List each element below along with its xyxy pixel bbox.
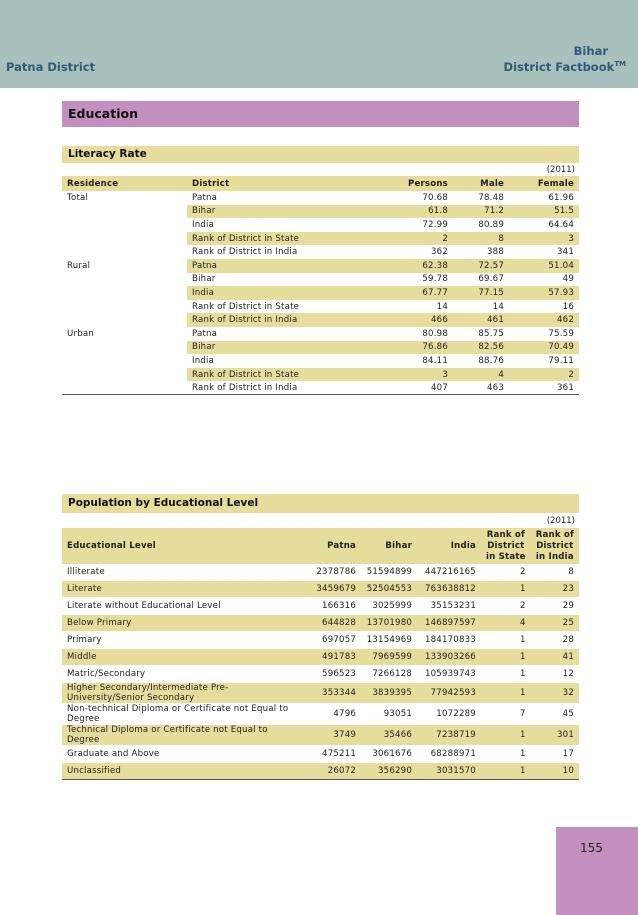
female-cell: 79.11	[548, 355, 574, 366]
female-cell: 49	[562, 274, 574, 285]
education-header-row	[62, 528, 579, 564]
male-cell: 85.75	[478, 328, 504, 339]
persons-cell: 14	[436, 301, 448, 312]
persons-cell: 3	[373, 368, 453, 382]
literacy-year: (2011)	[546, 165, 575, 175]
level-cell: Below Primary	[62, 615, 306, 632]
education-row	[62, 683, 579, 704]
female-cell: 16	[562, 301, 574, 312]
level-cell: Literate	[62, 581, 306, 598]
patna-cell: 2378786	[306, 564, 361, 581]
persons-cell: 362	[430, 247, 448, 258]
india-cell: 447216165	[417, 564, 481, 581]
rank-state-line-2: District	[487, 540, 525, 551]
patna-cell: 3459679	[306, 581, 361, 598]
literacy-row	[62, 205, 579, 219]
rank-india-cell: 45	[531, 704, 579, 725]
female-cell: 2	[509, 368, 579, 382]
female-cell: 70.49	[509, 341, 579, 355]
female-cell: 341	[556, 247, 574, 258]
literacy-row	[62, 368, 579, 382]
district-cell: Rank of District in India	[187, 313, 373, 327]
persons-cell: 407	[373, 381, 453, 395]
literacy-header-row	[62, 176, 579, 191]
literacy-row	[62, 273, 579, 287]
literacy-row	[62, 218, 579, 232]
district-cell: India	[192, 219, 215, 230]
india-cell: 105939743	[417, 666, 481, 683]
male-cell: 388	[486, 247, 504, 258]
patna-cell: 697057	[306, 632, 361, 649]
residence-cell	[62, 232, 187, 246]
education-row	[62, 564, 579, 581]
patna-cell: 353344	[306, 683, 361, 704]
literacy-row	[62, 327, 579, 341]
rank-state-cell: 1	[481, 666, 531, 683]
rank-state-cell: 1	[481, 649, 531, 666]
education-row	[62, 746, 579, 763]
residence-cell	[62, 354, 187, 368]
education-row	[62, 763, 579, 780]
female-cell: 75.59	[548, 328, 574, 339]
residence-cell	[62, 273, 187, 287]
male-cell: 72.57	[453, 259, 509, 273]
persons-cell: 80.98	[422, 328, 448, 339]
residence-cell	[62, 300, 187, 314]
district-name: Patna District	[6, 60, 96, 74]
rank-india-line-3: in India	[535, 551, 574, 562]
literacy-row	[62, 259, 579, 273]
col-district: District	[187, 176, 373, 191]
residence-cell	[62, 205, 187, 219]
literacy-row	[62, 341, 579, 355]
residence-cell: Total	[67, 192, 89, 203]
residence-cell: Rural	[67, 260, 91, 271]
literacy-row	[62, 313, 579, 327]
persons-cell: 61.8	[373, 205, 453, 219]
india-cell: 68288971	[417, 746, 481, 763]
section-title: Education	[62, 101, 579, 127]
patna-cell: 475211	[306, 746, 361, 763]
education-row	[62, 632, 579, 649]
rank-india-cell: 28	[531, 632, 579, 649]
persons-cell: 76.86	[373, 341, 453, 355]
education-row	[62, 649, 579, 666]
female-cell: 61.96	[548, 192, 574, 203]
level-cell: Primary	[62, 632, 306, 649]
india-cell: 35153231	[417, 598, 481, 615]
bihar-cell: 52504553	[361, 581, 417, 598]
female-cell: 57.93	[509, 286, 579, 300]
factbook-title	[504, 60, 626, 74]
male-cell: 82.56	[453, 341, 509, 355]
col-educational-level: Educational Level	[62, 528, 306, 564]
district-cell: Rank of District in India	[187, 381, 373, 395]
education-row	[62, 725, 579, 746]
district-cell: Bihar	[187, 205, 373, 219]
district-cell: India	[192, 355, 215, 366]
female-cell: 462	[509, 313, 579, 327]
rank-state-cell: 1	[481, 683, 531, 704]
rank-india-line-1: Rank of	[535, 529, 574, 540]
rank-state-cell: 1	[481, 763, 531, 780]
bihar-cell: 35466	[361, 725, 417, 746]
rank-state-cell: 1	[481, 725, 531, 746]
col-rank-state	[481, 528, 531, 564]
rank-india-cell: 12	[531, 666, 579, 683]
education-row	[62, 598, 579, 615]
male-cell: 463	[453, 381, 509, 395]
bihar-cell: 7969599	[361, 649, 417, 666]
persons-cell: 84.11	[422, 355, 448, 366]
persons-cell: 62.38	[373, 259, 453, 273]
india-cell: 184170833	[417, 632, 481, 649]
residence-cell	[62, 368, 187, 382]
rank-state-cell: 7	[481, 704, 531, 725]
education-row	[62, 704, 579, 725]
header-banner	[0, 0, 638, 88]
female-cell: 51.04	[509, 259, 579, 273]
col-patna: Patna	[306, 528, 361, 564]
district-cell: Patna	[192, 328, 218, 339]
patna-cell: 166316	[306, 598, 361, 615]
persons-cell: 2	[373, 232, 453, 246]
level-cell: Higher Secondary/Intermediate Pre-University/Senior Secondary	[62, 683, 306, 704]
persons-cell: 59.78	[422, 274, 448, 285]
residence-cell	[62, 381, 187, 395]
level-cell: Non-technical Diploma or Certificate not Equal to Degree	[62, 704, 306, 725]
rank-state-cell: 1	[481, 746, 531, 763]
india-cell: 146897597	[417, 615, 481, 632]
rank-india-cell: 41	[531, 649, 579, 666]
rank-india-cell: 23	[531, 581, 579, 598]
literacy-row	[62, 232, 579, 246]
district-cell: Bihar	[187, 341, 373, 355]
district-cell: Rank of District in India	[192, 247, 298, 258]
district-cell: India	[187, 286, 373, 300]
male-cell: 77.15	[453, 286, 509, 300]
state-name: Bihar	[573, 44, 608, 58]
patna-cell: 491783	[306, 649, 361, 666]
patna-cell: 4796	[306, 704, 361, 725]
persons-cell: 67.77	[373, 286, 453, 300]
bihar-cell: 356290	[361, 763, 417, 780]
rank-india-cell: 10	[531, 763, 579, 780]
india-cell: 3031570	[417, 763, 481, 780]
persons-cell: 70.68	[422, 192, 448, 203]
male-cell: 14	[492, 301, 504, 312]
literacy-row	[62, 381, 579, 395]
col-female: Female	[509, 176, 579, 191]
page-number-box	[556, 827, 638, 915]
residence-cell	[62, 286, 187, 300]
level-cell: Literate without Educational Level	[62, 598, 306, 615]
rank-state-cell: 1	[481, 581, 531, 598]
residence-cell	[62, 245, 187, 259]
rank-india-cell: 301	[531, 725, 579, 746]
district-cell: Patna	[192, 192, 218, 203]
india-cell: 7238719	[417, 725, 481, 746]
factbook-label: District Factbook	[503, 60, 615, 74]
rank-india-cell: 8	[531, 564, 579, 581]
female-cell: 51.5	[509, 205, 579, 219]
bihar-cell: 3025999	[361, 598, 417, 615]
literacy-row	[62, 300, 579, 314]
literacy-title: Literacy Rate	[62, 146, 579, 163]
india-cell: 77942593	[417, 683, 481, 704]
india-cell: 763638812	[417, 581, 481, 598]
education-row	[62, 666, 579, 683]
patna-cell: 596523	[306, 666, 361, 683]
male-cell: 71.2	[453, 205, 509, 219]
rank-state-cell: 2	[481, 564, 531, 581]
rank-state-cell: 2	[481, 598, 531, 615]
bihar-cell: 93051	[361, 704, 417, 725]
literacy-row	[62, 245, 579, 259]
rank-india-cell: 17	[531, 746, 579, 763]
level-cell: Middle	[62, 649, 306, 666]
col-india: India	[417, 528, 481, 564]
literacy-row	[62, 286, 579, 300]
district-cell: Patna	[187, 259, 373, 273]
level-cell: Unclassified	[62, 763, 306, 780]
literacy-row	[62, 354, 579, 368]
male-cell: 69.67	[478, 274, 504, 285]
rank-india-cell: 32	[531, 683, 579, 704]
page-number: 155	[580, 841, 603, 855]
patna-cell: 26072	[306, 763, 361, 780]
rank-state-line-1: Rank of	[486, 529, 525, 540]
bihar-cell: 13701980	[361, 615, 417, 632]
male-cell: 8	[453, 232, 509, 246]
bihar-cell: 3061676	[361, 746, 417, 763]
literacy-row	[62, 191, 579, 205]
male-cell: 78.48	[478, 192, 504, 203]
rank-india-line-2: District	[536, 540, 574, 551]
district-cell: Rank of District in State	[187, 368, 373, 382]
male-cell: 461	[453, 313, 509, 327]
col-residence: Residence	[62, 176, 187, 191]
education-year: (2011)	[546, 516, 575, 526]
district-cell: Rank of District in State	[192, 301, 300, 312]
female-cell: 361	[509, 381, 579, 395]
level-cell: Technical Diploma or Certificate not Equal to Degree	[62, 725, 306, 746]
patna-cell: 644828	[306, 615, 361, 632]
col-persons: Persons	[373, 176, 453, 191]
residence-cell	[62, 341, 187, 355]
male-cell: 80.89	[478, 219, 504, 230]
male-cell: 88.76	[478, 355, 504, 366]
residence-cell	[62, 313, 187, 327]
rank-india-cell: 25	[531, 615, 579, 632]
district-cell: Bihar	[192, 274, 216, 285]
col-male: Male	[453, 176, 509, 191]
education-table	[62, 528, 579, 780]
patna-cell: 3749	[306, 725, 361, 746]
rank-state-cell: 1	[481, 632, 531, 649]
female-cell: 64.64	[548, 219, 574, 230]
persons-cell: 466	[373, 313, 453, 327]
district-cell: Rank of District in State	[187, 232, 373, 246]
literacy-table	[62, 176, 579, 395]
bihar-cell: 51594899	[361, 564, 417, 581]
level-cell: Matric/Secondary	[62, 666, 306, 683]
india-cell: 1072289	[417, 704, 481, 725]
male-cell: 4	[453, 368, 509, 382]
col-bihar: Bihar	[361, 528, 417, 564]
education-row	[62, 615, 579, 632]
education-title: Population by Educational Level	[62, 494, 579, 513]
rank-state-cell: 4	[481, 615, 531, 632]
rank-india-cell: 29	[531, 598, 579, 615]
education-row	[62, 581, 579, 598]
persons-cell: 72.99	[422, 219, 448, 230]
bihar-cell: 13154969	[361, 632, 417, 649]
level-cell: Graduate and Above	[62, 746, 306, 763]
residence-cell	[62, 218, 187, 232]
rank-state-line-3: in State	[485, 551, 526, 562]
residence-cell: Urban	[67, 328, 94, 339]
female-cell: 3	[509, 232, 579, 246]
level-cell: Illiterate	[62, 564, 306, 581]
bihar-cell: 7266128	[361, 666, 417, 683]
bihar-cell: 3839395	[361, 683, 417, 704]
col-rank-india	[531, 528, 579, 564]
india-cell: 133903266	[417, 649, 481, 666]
trademark: TM	[614, 60, 626, 69]
